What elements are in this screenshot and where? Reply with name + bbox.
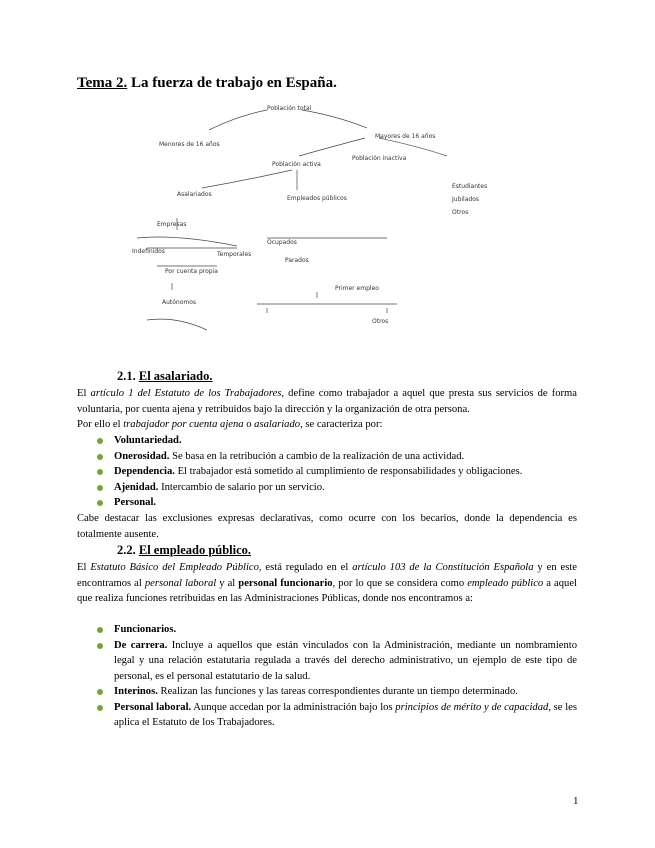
text-run: El [77, 562, 91, 573]
bold-run: personal funcionario [238, 577, 333, 589]
diagram-root: Población total [267, 105, 312, 112]
bullet-icon [97, 689, 103, 695]
text-run: , define como trabajador a aquel que presta sus servicios de forma voluntaria, por cuenta ajena y retribuidos bajo la dirección y la organización de otra persona. [77, 388, 577, 415]
section-heading-1 [117, 369, 213, 384]
list-item [97, 449, 577, 465]
bullet-bold: Dependencia. [114, 466, 175, 477]
section-1-title: El asalariado. [138, 369, 213, 383]
bullet-text: Intercambio de salario por un servicio. [158, 481, 325, 493]
italic-run: artículo 103 de la Constitución Española [352, 562, 534, 573]
bullet-icon [97, 643, 103, 649]
text-run: a aquel que realiza funciones retribuidas en las Administraciones Públicas, donde nos encontramos a: [77, 577, 577, 604]
diagram-indefinidos: Indefinidos [132, 248, 165, 255]
bullet-icon [97, 627, 103, 633]
bullet-bold: Voluntariedad. [114, 435, 182, 446]
italic-run: personal laboral [144, 577, 217, 589]
diagram-parados: Parados [285, 257, 309, 264]
list-item [97, 433, 577, 449]
bullet-text: El trabajador está sometido al cumplimiento de responsabilidades y obligaciones. [174, 466, 523, 477]
text-run: , está regulado en el [258, 562, 353, 573]
italic-run: artículo 1 del Estatuto de los Trabajadores [90, 388, 282, 399]
diagram-inactive: Población inactiva [352, 155, 407, 162]
section-2-number: 2.2. [117, 543, 136, 557]
diagram-ocupados: Ocupados [267, 239, 297, 246]
diagram-asalariados: Asalariados [177, 191, 212, 198]
section-2-paragraph-1 [77, 560, 577, 607]
diagram-active: Población activa [272, 161, 321, 168]
bullet-bold: Personal laboral. [114, 701, 192, 713]
bullet-icon [97, 469, 103, 475]
bullet-icon [97, 485, 103, 491]
diagram-right-branch: Mayores de 16 años [375, 133, 436, 140]
diagram-empleados: Empleados públicos [287, 195, 347, 202]
text-run: y al [216, 577, 239, 589]
diagram-autonomos: Autónomos [162, 299, 197, 306]
diagram-inactive-1: Estudiantes [452, 183, 488, 190]
list-item [97, 480, 577, 496]
diagram-temporales: Temporales [217, 251, 252, 258]
diagram-left-branch: Menores de 16 años [159, 141, 220, 148]
text-run: , se caracteriza por: [300, 419, 383, 430]
page-number: 1 [573, 795, 579, 807]
title-number: Tema 2. [77, 75, 128, 91]
diagram-cuenta-propia: Por cuenta propia [165, 268, 218, 275]
section-1-paragraph-2 [77, 417, 577, 433]
diagram-small-2: Otros [372, 318, 389, 325]
text-run: y en este encontramos al [77, 562, 577, 589]
bullet-text: Realizan las funciones y las tareas correspondientes durante un tiempo determinado. [157, 686, 518, 697]
diagram-small-1: Primer empleo [335, 285, 379, 292]
italic-run: principios de mérito y de capacidad [395, 701, 549, 713]
diagram-empresas: Empresas [157, 221, 187, 228]
list-item [97, 700, 577, 731]
section-1-bullet-list [97, 433, 577, 511]
list-item [97, 464, 577, 480]
bullet-text: , se les aplica el Estatuto de los Trabajadores. [114, 701, 577, 728]
page-title [77, 75, 337, 92]
italic-run: empleado público [467, 577, 544, 589]
text-run: El [77, 388, 91, 399]
text-run: o [243, 419, 255, 430]
list-item [97, 638, 577, 685]
section-1-paragraph-3: Cabe destacar las exclusiones expresas declarativas, como ocurre con los becarios, donde la dependencia es totalmente ausente. [77, 513, 577, 540]
list-item [97, 495, 577, 511]
bullet-text: Incluye a aquellos que están vinculados con la Administración, mediante un nombramiento legal y una relación estatutaria regulada a través del derecho administrativo, un ejemplo de este tipo de personal, es el personal estatutario de la salud. [114, 639, 577, 682]
section-2-bullet-list [97, 622, 577, 731]
bullet-bold: Onerosidad. [114, 450, 170, 462]
italic-run: trabajador por cuenta ajena [123, 419, 244, 430]
bullet-icon [97, 500, 103, 506]
diagram-inactive-2: Jubilados [452, 196, 479, 203]
bullet-icon [97, 454, 103, 460]
bullet-bold: De carrera. [114, 639, 168, 651]
bullet-text: Se basa en la retribución a cambio de la realización de una actividad. [169, 450, 465, 462]
bullet-bold: Funcionarios. [114, 624, 177, 635]
handwritten-diagram [117, 98, 436, 358]
list-item [97, 622, 577, 638]
italic-run: asalariado [254, 419, 301, 430]
section-heading-2 [117, 543, 251, 558]
diagram-inactive-3: Otros [452, 209, 469, 216]
text-run: , por lo que se considera como [332, 577, 468, 589]
bullet-text: Aunque accedan por la administración bajo los [191, 701, 396, 713]
section-1-number: 2.1. [117, 369, 136, 383]
diagram-right-list [452, 180, 487, 219]
list-item [97, 684, 577, 700]
bullet-bold: Interinos. [114, 686, 158, 697]
section-1-paragraph-1 [77, 386, 577, 417]
bullet-icon [97, 438, 103, 444]
bullet-bold: Personal. [114, 497, 157, 508]
text-run: Por ello el [77, 419, 124, 430]
bullet-bold: Ajenidad. [114, 481, 159, 493]
section-2-title: El empleado público. [138, 543, 252, 557]
italic-run: Estatuto Básico del Empleado Público [90, 562, 259, 573]
title-text: La fuerza de trabajo en España. [127, 75, 337, 91]
bullet-icon [97, 705, 103, 711]
